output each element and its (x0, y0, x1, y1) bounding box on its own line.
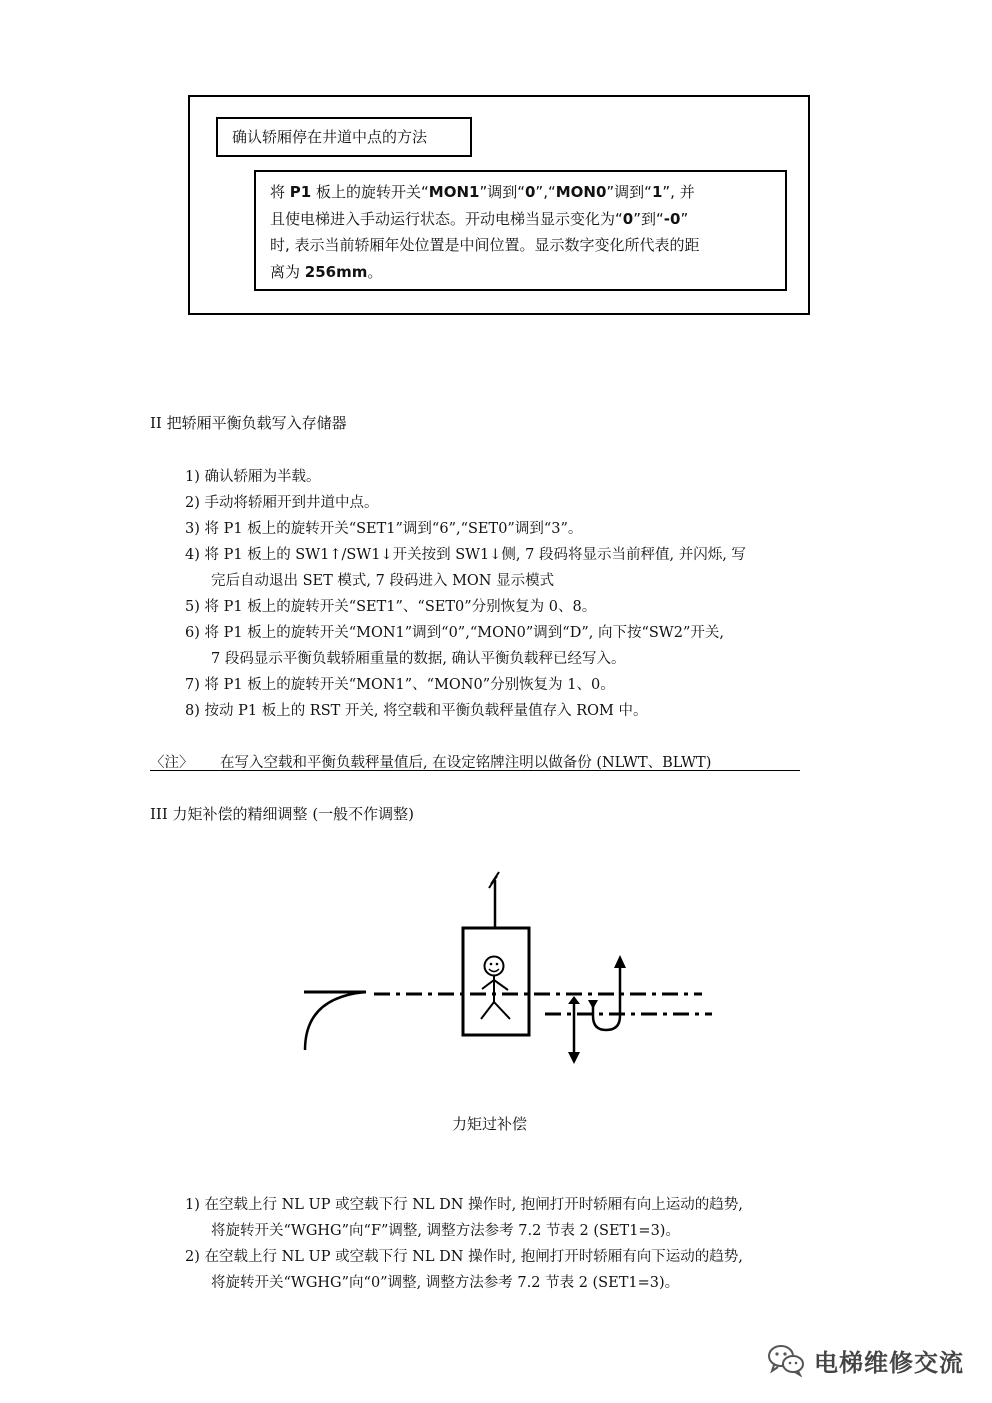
list-item: 2) 手动将轿厢开到井道中点。 (185, 495, 379, 511)
door-curve (305, 992, 366, 1050)
list-item: 6) 将 P1 板上的旋转开关“MON1”调到“0”,“MON0”调到“D”, 向下按“SW2”开关, (185, 625, 724, 641)
list-item: 1) 在空载上行 NL UP 或空载下行 NL DN 操作时, 抱闸打开时轿厢有向上运动的趋势, (185, 1197, 743, 1213)
wechat-icon (766, 1343, 806, 1377)
method-line: 时, 表示当前轿厢年处位置是中间位置。显示数字变化所代表的距 (270, 236, 700, 254)
remark-text: 在写入空载和平衡负载秤量值后, 在设定铭牌注明以做备份 (NLWT、BLWT) (220, 755, 712, 771)
list-item-continuation: 将旋转开关“WGHG”向“0”调整, 调整方法参考 7.2 节表 2 (SET1=3)。 (211, 1275, 680, 1291)
method-line: 将 P1 板上的旋转开关“MON1”调到“0”,“MON0”调到“1”, 并 (270, 183, 695, 201)
list-item: 5) 将 P1 板上的旋转开关“SET1”、“SET0”分别恢复为 0、8。 (185, 599, 597, 615)
bold-value: 0 (524, 183, 536, 201)
list-item-continuation: 完后自动退出 SET 模式, 7 段码进入 MON 显示模式 (211, 573, 555, 589)
list-item: 2) 在空载上行 NL UP 或空载下行 NL DN 操作时, 抱闸打开时轿厢有向下运动的趋势, (185, 1249, 743, 1265)
list-item-continuation: 将旋转开关“WGHG”向“F”调整, 调整方法参考 7.2 节表 2 (SET1=3)。 (211, 1223, 680, 1239)
bold-value: MON0 (555, 183, 607, 201)
list-item: 4) 将 P1 板上的 SW1↑/SW1↓开关按到 SW1↓侧, 7 段码将显示当前秤值, 并闪烁, 写 (185, 547, 746, 563)
bold-value: MON1 (428, 183, 480, 201)
bold-value: -0 (663, 209, 681, 228)
list-item: 1) 确认轿厢为半载。 (185, 469, 321, 485)
list-item: 3) 将 P1 板上的旋转开关“SET1”调到“6”,“SET0”调到“3”。 (185, 521, 583, 537)
watermark (766, 1340, 964, 1380)
list-item: 7) 将 P1 板上的旋转开关“MON1”、“MON0”分别恢复为 1、0。 (185, 677, 615, 693)
passenger-body (481, 976, 510, 1019)
method-line: 且使电梯进入手动运行状态。开动电梯当显示变化为“0”到“-0” (270, 209, 689, 228)
remark-tag: 〈注〉 (150, 755, 194, 771)
watermark-text: 电梯维修交流 (814, 1348, 964, 1377)
bold-value: 0 (622, 209, 634, 228)
overcompensation-arrow (593, 966, 620, 1030)
passenger-head (485, 957, 504, 976)
list-item-continuation: 7 段码显示平衡负载轿厢重量的数据, 确认平衡负载秤已经写入。 (211, 651, 626, 667)
list-item: 8) 按动 P1 板上的 RST 开关, 将空载和平衡负载秤量值存入 ROM 中。 (185, 703, 648, 719)
section-2-heading: II 把轿厢平衡负载写入存储器 (150, 414, 347, 432)
diagram-caption: 力矩过补偿 (452, 1115, 528, 1133)
bold-value: 1 (651, 183, 663, 201)
section-3-heading: III 力矩补偿的精细调整 (一般不作调整) (150, 805, 415, 823)
method-line: 离为 256mm。 (270, 262, 383, 281)
method-title: 确认轿厢停在井道中点的方法 (216, 117, 472, 157)
bold-value: 256mm (304, 262, 368, 281)
bold-value: P1 (289, 183, 312, 201)
